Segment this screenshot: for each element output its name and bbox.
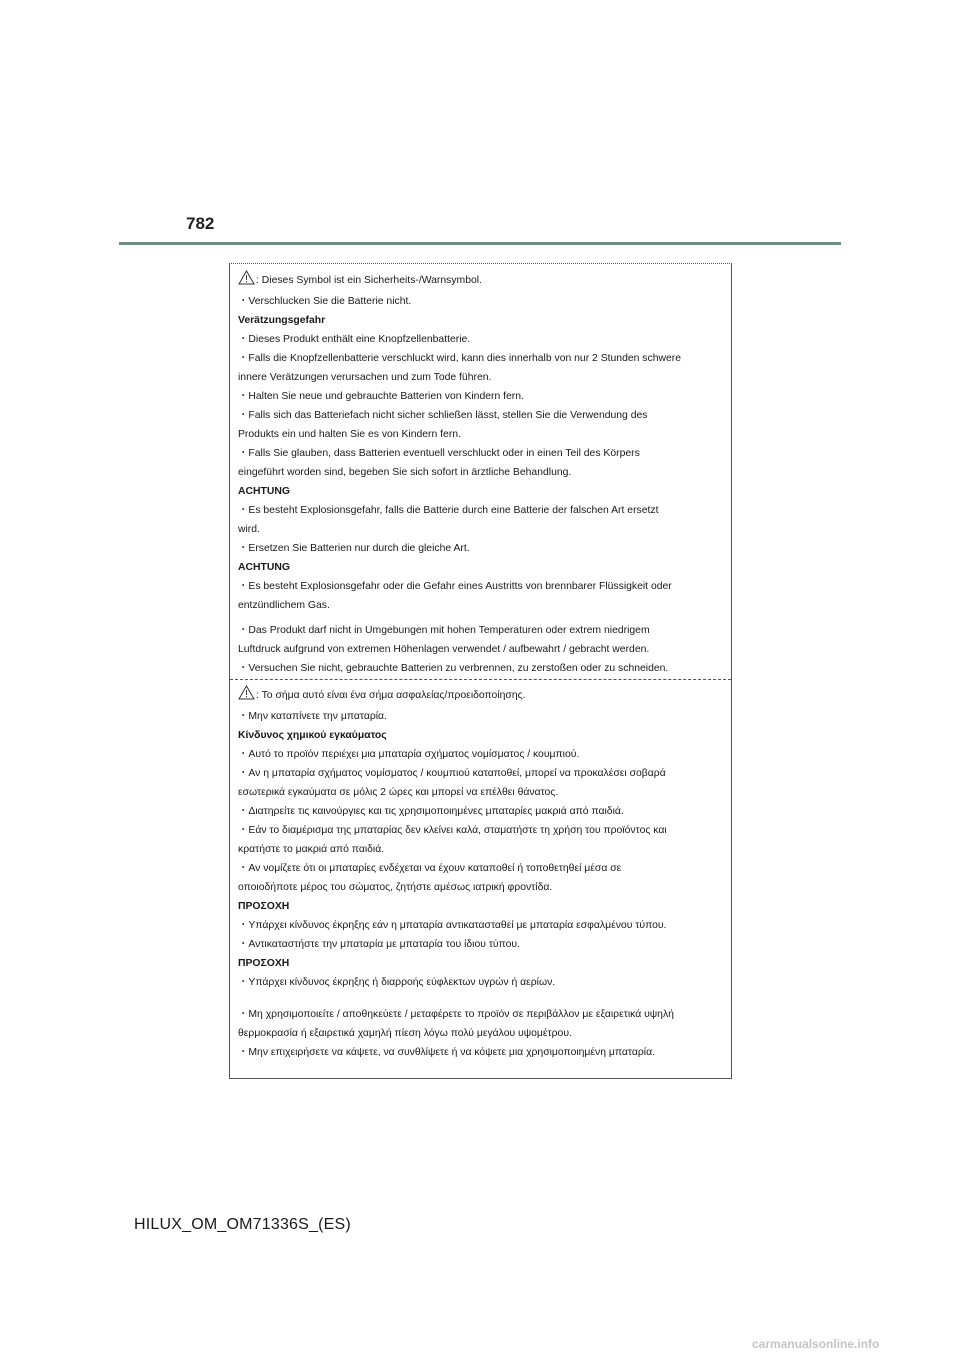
notice-line: κρατήστε το μακριά από παιδιά. <box>238 844 385 855</box>
notice-line: θερμοκρασία ή εξαιρετικά χαμηλή πίεση λόγω πολύ μεγάλου υψομέτρου. <box>238 1028 572 1039</box>
notice-line: ・Versuchen Sie nicht, gebrauchte Batterien zu verbrennen, zu zerstoßen oder zu schneiden. <box>238 663 669 674</box>
notice-line: ・Διατηρείτε τις καινούργιες και τις χρησιμοποιημένες μπαταρίες μακριά από παιδιά. <box>238 806 624 817</box>
notice-line: ・Αν η μπαταρία σχήματος νομίσματος / κουμπιού καταποθεί, μπορεί να προκαλέσει σοβαρά <box>238 768 666 779</box>
german-symbol-text: : Dieses Symbol ist ein Sicherheits-/Warnsymbol. <box>256 275 482 286</box>
notice-line: ・Falls die Knopfzellenbatterie verschluckt wird, kann dies innerhalb von nur 2 Stunden schwere <box>238 353 681 364</box>
notice-line: ・Es besteht Explosionsgefahr oder die Gefahr eines Austritts von brennbarer Flüssigkeit oder <box>238 581 672 592</box>
notice-line: ・Halten Sie neue und gebrauchte Batterien von Kindern fern. <box>238 391 524 402</box>
notice-line: ・Es besteht Explosionsgefahr, falls die Batterie durch eine Batterie der falschen Art ersetzt <box>238 505 659 516</box>
german-notice <box>238 270 725 678</box>
notice-line: ・Αν νομίζετε ότι οι μπαταρίες ενδέχεται να έχουν καταποθεί ή τοποθετηθεί μέσα σε <box>238 863 622 874</box>
warning-triangle-icon <box>238 685 255 707</box>
notice-line: ・Μην καταπίνετε την μπαταρία. <box>238 711 387 722</box>
section-divider <box>230 679 731 680</box>
notice-line: eingeführt worden sind, begeben Sie sich sofort in ärztliche Behandlung. <box>238 467 572 478</box>
notice-heading: ACHTUNG <box>238 486 290 497</box>
greek-symbol-line <box>238 685 725 707</box>
notice-line: ・Das Produkt darf nicht in Umgebungen mit hohen Temperaturen oder extrem niedrigem <box>238 625 650 636</box>
notice-line: οποιοδήποτε μέρος του σώματος, ζητήστε αμέσως ιατρική φροντίδα. <box>238 882 553 893</box>
watermark: carmanualsonline.info <box>752 1337 880 1351</box>
warning-triangle-icon <box>238 270 255 292</box>
notice-line: ・Μην επιχειρήσετε να κάψετε, να συνθλίψετε ή να κόψετε μια χρησιμοποιημένη μπαταρία. <box>238 1047 656 1058</box>
notice-line: wird. <box>238 524 260 535</box>
notice-heading: ΠΡΟΣΟΧΗ <box>238 901 290 912</box>
greek-notice <box>238 685 725 1062</box>
notice-line: ・Αντικαταστήστε την μπαταρία με μπαταρία του ίδιου τύπου. <box>238 939 520 950</box>
notice-line: ・Αυτό το προϊόν περιέχει μια μπαταρία σχήματος νομίσματος / κουμπιού. <box>238 749 580 760</box>
notice-line: ・Falls Sie glauben, dass Batterien eventuell verschluckt oder in einen Teil des Körpers <box>238 448 640 459</box>
notice-line: ・Εάν το διαμέρισμα της μπαταρίας δεν κλείνει καλά, σταματήστε τη χρήση του προϊόντος και <box>238 825 667 836</box>
notice-line: εσωτερικά εγκαύματα σε μόλις 2 ώρες και μπορεί να επέλθει θάνατος. <box>238 787 559 798</box>
notice-line: ・Verschlucken Sie die Batterie nicht. <box>238 296 412 307</box>
notice-line: ・Ersetzen Sie Batterien nur durch die gleiche Art. <box>238 543 470 554</box>
notice-line: Luftdruck aufgrund von extremen Höhenlagen verwendet / aufbewahrt / gebracht werden. <box>238 644 650 655</box>
notice-line: innere Verätzungen verursachen und zum Tode führen. <box>238 372 492 383</box>
notice-line: ・Falls sich das Batteriefach nicht sicher schließen lässt, stellen Sie die Verwendung des <box>238 410 648 421</box>
page-number: 782 <box>186 214 215 233</box>
german-symbol-line <box>238 270 725 292</box>
notice-heading: ΠΡΟΣΟΧΗ <box>238 958 290 969</box>
footer-document-code: HILUX_OM_OM71336S_(ES) <box>134 1216 351 1233</box>
notice-line: ・Μη χρησιμοποιείτε / αποθηκεύετε / μεταφέρετε το προϊόν σε περιβάλλον με εξαιρετικά υψηλή <box>238 1009 674 1020</box>
notice-heading: ACHTUNG <box>238 562 290 573</box>
notice-line: ・Υπάρχει κίνδυνος έκρηξης ή διαρροής εύφλεκτων υγρών ή αερίων. <box>238 977 556 988</box>
notice-line: Produkts ein und halten Sie es von Kindern fern. <box>238 429 461 440</box>
header-rule <box>119 242 841 245</box>
notice-line: ・Υπάρχει κίνδυνος έκρηξης εάν η μπαταρία αντικατασταθεί με μπαταρία εσφαλμένου τύπου. <box>238 920 667 931</box>
notice-heading: Verätzungsgefahr <box>238 315 326 326</box>
battery-safety-notice-box <box>229 263 732 1079</box>
notice-heading: Κίνδυνος χημικού εγκαύματος <box>238 730 387 741</box>
notice-line: ・Dieses Produkt enthält eine Knopfzellenbatterie. <box>238 334 471 345</box>
greek-symbol-text: : Το σήμα αυτό είναι ένα σήμα ασφαλείας/προειδοποίησης. <box>256 690 526 701</box>
notice-line: entzündlichem Gas. <box>238 600 330 611</box>
